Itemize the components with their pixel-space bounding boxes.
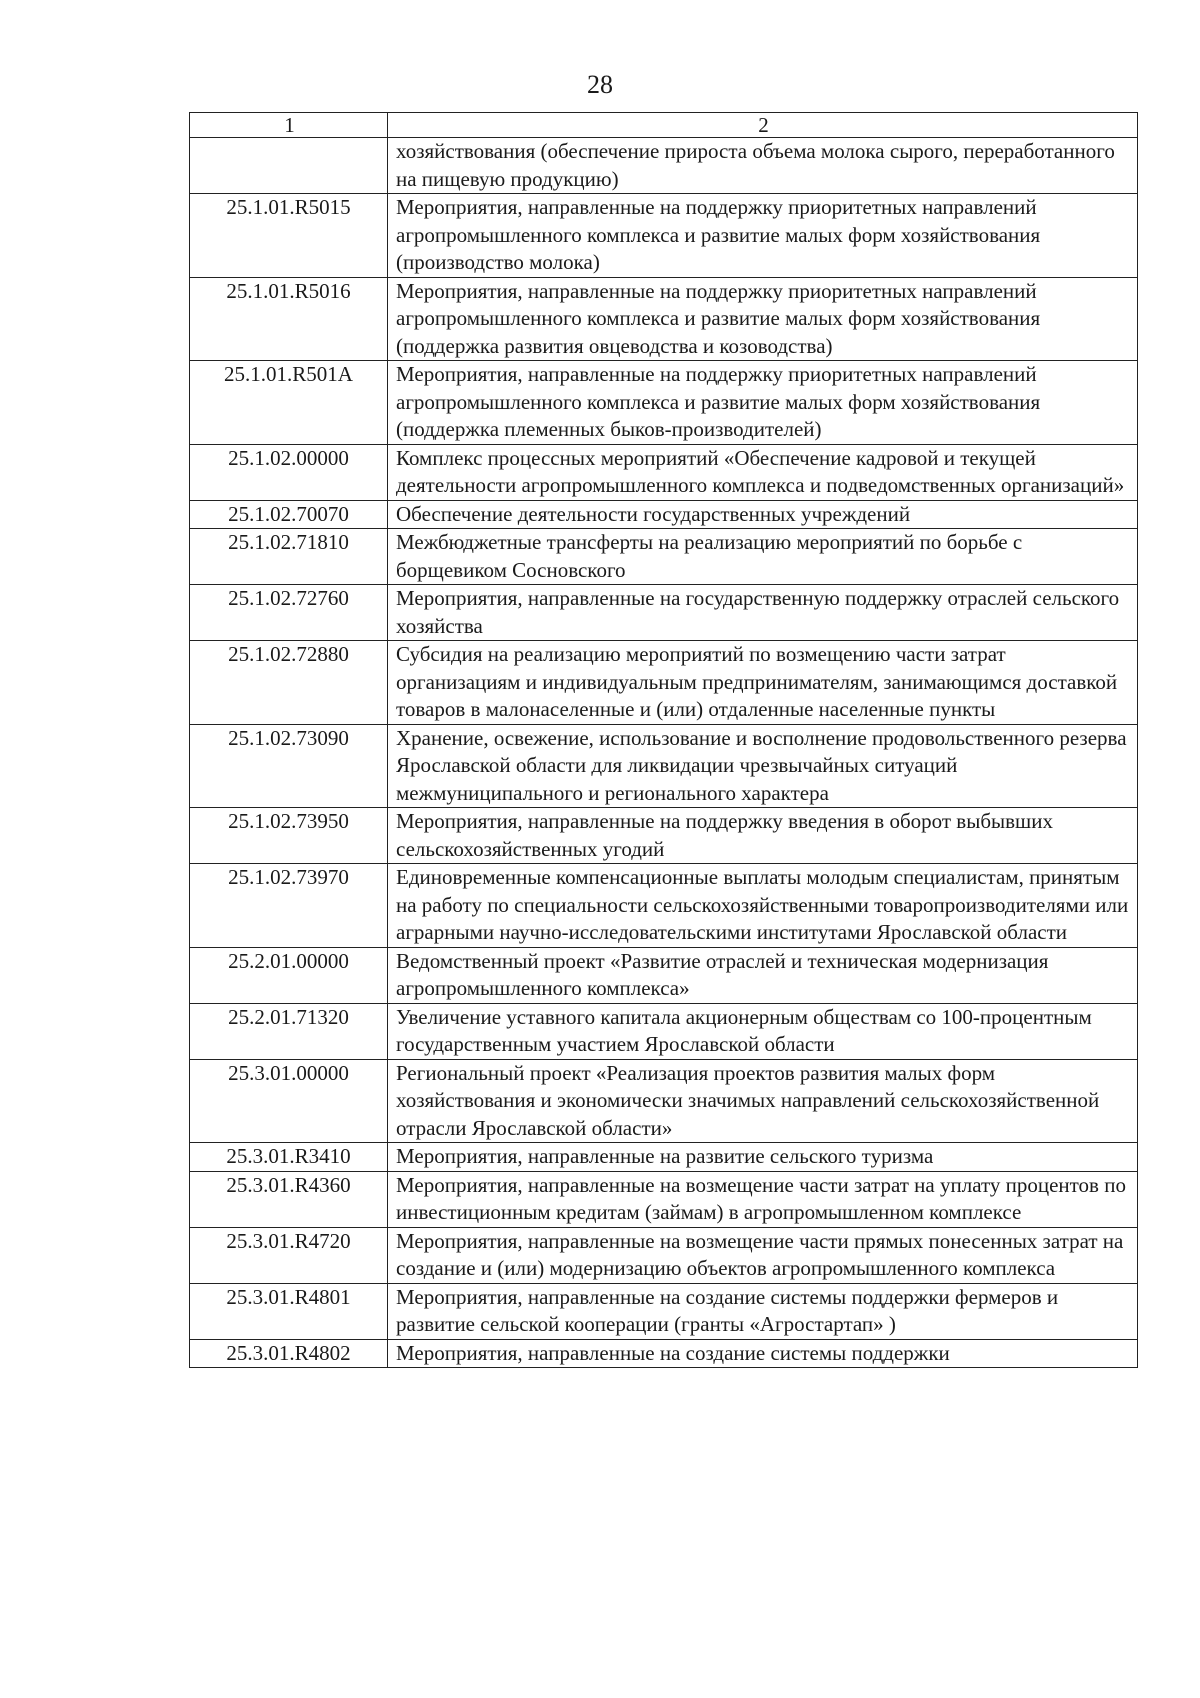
row-description: Межбюджетные трансферты на реализацию мероприятий по борьбе с борщевиком Сосновского	[388, 529, 1138, 585]
table-row	[190, 1227, 1138, 1283]
row-description: Мероприятия, направленные на поддержку приоритетных направлений агропромышленного комплекса и развитие малых форм хозяйствования (поддержка развития овцеводства и козоводства)	[388, 277, 1138, 361]
row-description: Мероприятия, направленные на создание системы поддержки фермеров и развитие сельской кооперации (гранты «Агростартап» )	[388, 1283, 1138, 1339]
row-code: 25.1.02.71810	[190, 529, 388, 585]
table-row	[190, 1059, 1138, 1143]
table-row	[190, 585, 1138, 641]
row-code: 25.1.01.R501A	[190, 361, 388, 445]
row-code: 25.1.02.00000	[190, 444, 388, 500]
table-row	[190, 947, 1138, 1003]
row-description: Обеспечение деятельности государственных учреждений	[388, 500, 1138, 529]
row-code: 25.1.01.R5015	[190, 194, 388, 278]
table-row	[190, 1003, 1138, 1059]
row-description: Хранение, освежение, использование и восполнение продовольственного резерва Ярославской области для ликвидации чрезвычайных ситуаций межмуниципального и регионального характера	[388, 724, 1138, 808]
row-code: 25.1.02.72760	[190, 585, 388, 641]
row-description: Увеличение уставного капитала акционерным обществам со 100-процентным государственным участием Ярославской области	[388, 1003, 1138, 1059]
row-description: Мероприятия, направленные на возмещение части прямых понесенных затрат на создание и (или) модернизацию объектов агропромышленного комплекса	[388, 1227, 1138, 1283]
table-row	[190, 724, 1138, 808]
table-header-row	[190, 113, 1138, 138]
row-description: Ведомственный проект «Развитие отраслей и техническая модернизация агропромышленного комплекса»	[388, 947, 1138, 1003]
table-row	[190, 808, 1138, 864]
table-row	[190, 1143, 1138, 1172]
row-code: 25.2.01.00000	[190, 947, 388, 1003]
row-code: 25.3.01.R4801	[190, 1283, 388, 1339]
row-description: хозяйствования (обеспечение прироста объема молока сырого, переработанного на пищевую продукцию)	[388, 138, 1138, 194]
row-code: 25.3.01.00000	[190, 1059, 388, 1143]
row-description: Мероприятия, направленные на государственную поддержку отраслей сельского хозяйства	[388, 585, 1138, 641]
table-row	[190, 444, 1138, 500]
table-row	[190, 194, 1138, 278]
row-description: Мероприятия, направленные на создание системы поддержки	[388, 1339, 1138, 1368]
row-code: 25.3.01.R4720	[190, 1227, 388, 1283]
row-description: Единовременные компенсационные выплаты молодым специалистам, принятым на работу по специальности сельскохозяйственными товаропроизводителями или аграрными научно-исследовательскими институтами Ярославской области	[388, 864, 1138, 948]
table-row	[190, 1339, 1138, 1368]
row-code: 25.1.02.73970	[190, 864, 388, 948]
row-code: 25.1.02.73090	[190, 724, 388, 808]
row-description: Комплекс процессных мероприятий «Обеспечение кадровой и текущей деятельности агропромышленного комплекса и подведомственных организаций»	[388, 444, 1138, 500]
table-row	[190, 1171, 1138, 1227]
table-row	[190, 1283, 1138, 1339]
table-row	[190, 500, 1138, 529]
row-description: Субсидия на реализацию мероприятий по возмещению части затрат организациям и индивидуальным предпринимателям, занимающимся доставкой товаров в малонаселенные и (или) отдаленные населенные пункты	[388, 641, 1138, 725]
row-description: Мероприятия, направленные на поддержку введения в оборот выбывших сельскохозяйственных угодий	[388, 808, 1138, 864]
column-header-description: 2	[388, 113, 1138, 138]
row-code: 25.3.01.R3410	[190, 1143, 388, 1172]
table-row	[190, 529, 1138, 585]
row-code: 25.1.01.R5016	[190, 277, 388, 361]
page-number: 28	[587, 70, 613, 99]
row-code: 25.1.02.73950	[190, 808, 388, 864]
table-row	[190, 138, 1138, 194]
row-code: 25.2.01.71320	[190, 1003, 388, 1059]
budget-code-table	[189, 112, 1138, 1368]
row-code: 25.3.01.R4802	[190, 1339, 388, 1368]
row-code	[190, 138, 388, 194]
row-description: Мероприятия, направленные на поддержку приоритетных направлений агропромышленного комплекса и развитие малых форм хозяйствования (поддержка племенных быков-производителей)	[388, 361, 1138, 445]
table-row	[190, 277, 1138, 361]
row-description: Региональный проект «Реализация проектов развития малых форм хозяйствования и экономически значимых направлений сельскохозяйственной отрасли Ярославской области»	[388, 1059, 1138, 1143]
table-row	[190, 361, 1138, 445]
column-header-code: 1	[190, 113, 388, 138]
table-row	[190, 641, 1138, 725]
row-code: 25.1.02.72880	[190, 641, 388, 725]
row-description: Мероприятия, направленные на поддержку приоритетных направлений агропромышленного комплекса и развитие малых форм хозяйствования (производство молока)	[388, 194, 1138, 278]
row-description: Мероприятия, направленные на развитие сельского туризма	[388, 1143, 1138, 1172]
row-description: Мероприятия, направленные на возмещение части затрат на уплату процентов по инвестиционным кредитам (займам) в агропромышленном комплексе	[388, 1171, 1138, 1227]
table-row	[190, 864, 1138, 948]
row-code: 25.1.02.70070	[190, 500, 388, 529]
row-code: 25.3.01.R4360	[190, 1171, 388, 1227]
